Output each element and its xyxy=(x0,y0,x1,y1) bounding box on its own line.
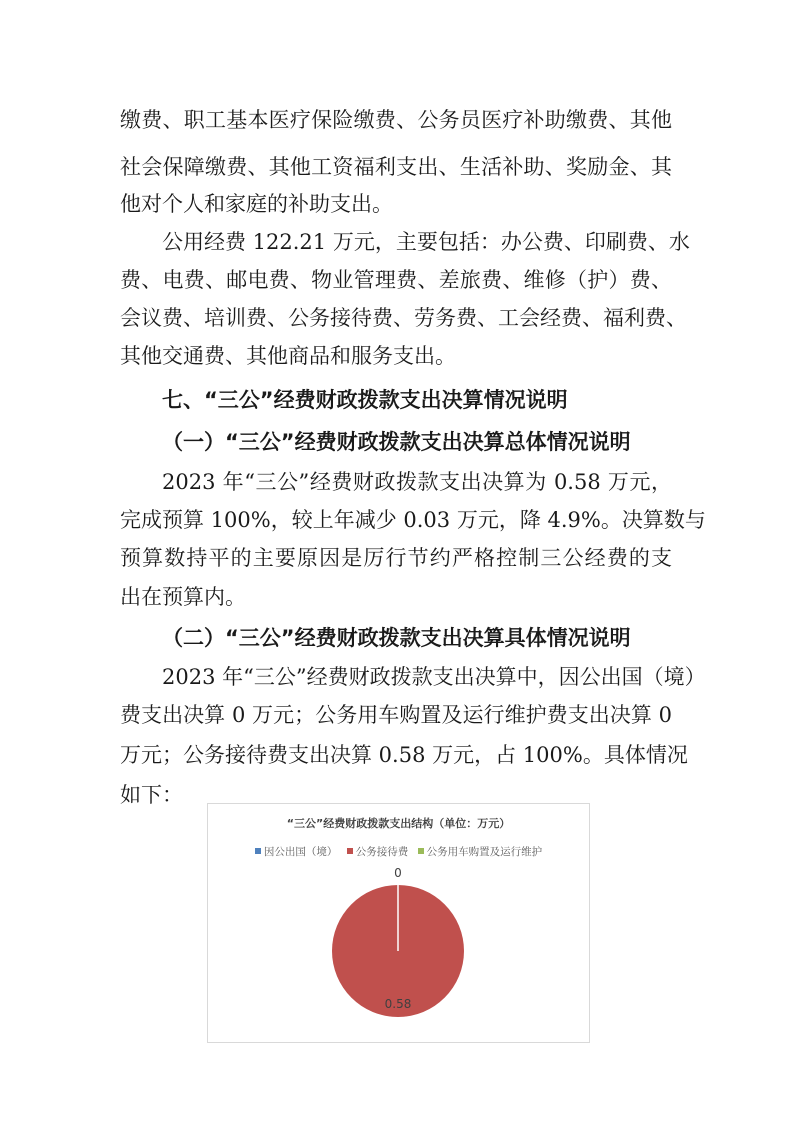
paragraph-line: 如下： xyxy=(120,783,183,807)
paragraph-line: 万元；公务接待费支出决算 0.58 万元，占 100%。具体情况 xyxy=(120,743,688,767)
subsection-heading: （一）“三公”经费财政拨款支出决算总体情况说明 xyxy=(162,430,631,454)
paragraph-line: 公用经费 122.21 万元，主要包括：办公费、印刷费、水 xyxy=(162,230,690,254)
paragraph-line: 缴费、职工基本医疗保险缴费、公务员医疗补助缴费、其他 xyxy=(120,108,672,132)
paragraph-line: 社会保障缴费、其他工资福利支出、生活补助、奖励金、其 xyxy=(120,155,672,179)
paragraph-line: 完成预算 100%，较上年减少 0.03 万元，降 4.9%。决算数与 xyxy=(120,508,706,532)
paragraph-line: 他对个人和家庭的补助支出。 xyxy=(120,192,393,216)
paragraph-line: 其他交通费、其他商品和服务支出。 xyxy=(120,344,456,368)
pie-plot-area xyxy=(208,804,589,1042)
legend-label: 公务接待费 xyxy=(355,846,409,858)
legend-label: 公务用车购置及运行维护 xyxy=(426,846,543,858)
legend-label: 因公出国（境） xyxy=(263,846,338,858)
paragraph-line: 2023 年“三公”经费财政拨款支出决算中，因公出国（境） xyxy=(162,665,706,689)
paragraph-line: 2023 年“三公”经费财政拨款支出决算为 0.58 万元， xyxy=(162,470,672,494)
paragraph-line: 出在预算内。 xyxy=(120,585,246,609)
pie-chart xyxy=(207,803,590,1043)
subsection-heading: （二）“三公”经费财政拨款支出决算具体情况说明 xyxy=(162,626,631,650)
paragraph-line: 费、电费、邮电费、物业管理费、差旅费、维修（护）费、 xyxy=(120,268,672,292)
data-label: 0 xyxy=(394,866,402,880)
paragraph-line: 会议费、培训费、公务接待费、劳务费、工会经费、福利费、 xyxy=(120,306,687,330)
section-heading: 七、“三公”经费财政拨款支出决算情况说明 xyxy=(162,388,568,412)
chart-title: “三公”经费财政拨款支出结构（单位：万元） xyxy=(286,817,511,830)
paragraph-line: 预算数持平的主要原因是厉行节约严格控制三公经费的支 xyxy=(120,546,672,570)
paragraph-line: 费支出决算 0 万元；公务用车购置及运行维护费支出决算 0 xyxy=(120,703,672,727)
data-label: 0.58 xyxy=(384,997,412,1011)
